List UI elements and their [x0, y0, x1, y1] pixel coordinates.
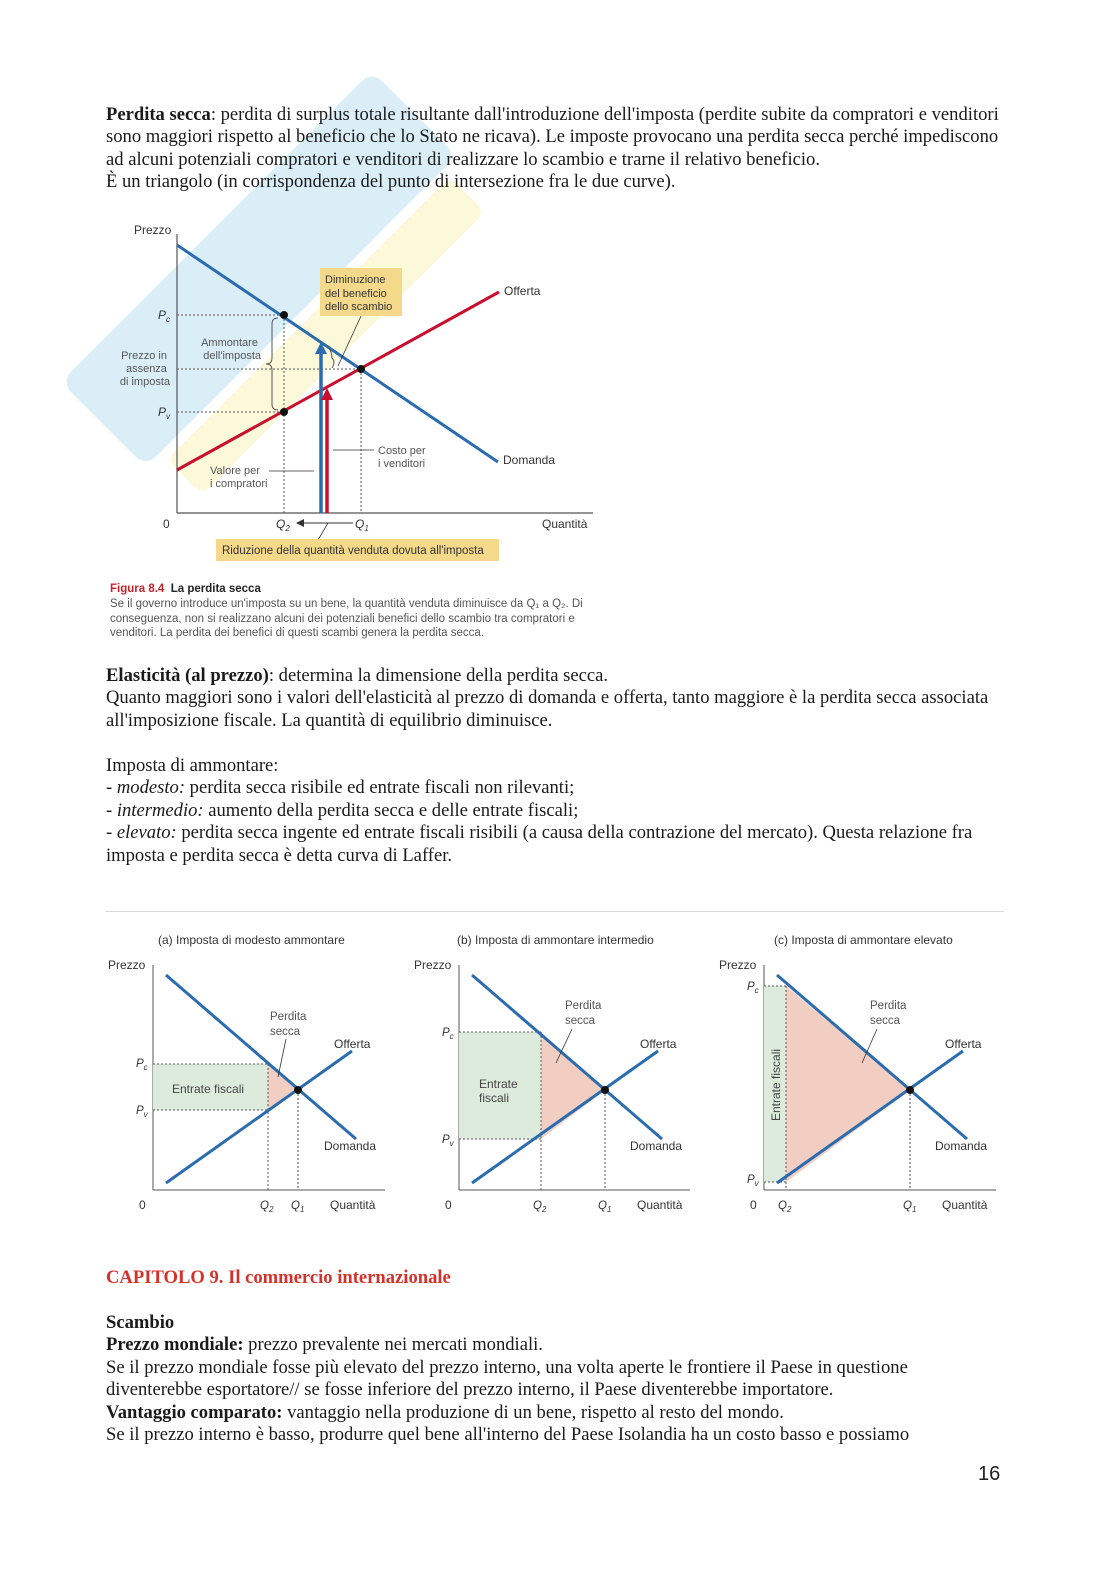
line-prezzo-interno: Se il prezzo interno è basso, produrre quel bene all'interno del Paese Isolandia ha un costo basso e possiamo — [106, 1424, 910, 1446]
x-axis-label: Quantità — [542, 517, 588, 531]
panel-b-domanda: Domanda — [630, 1139, 683, 1153]
panel-a-pv-label: $P_v$ — [136, 1105, 148, 1119]
demand-label: Domanda — [503, 453, 556, 467]
panel-b-q1-label: $Q_1$ — [598, 1200, 612, 1214]
line-triangolo: È un triangolo (in corrispondenza del punto di intersezione fra le due curve). — [106, 171, 676, 193]
panel-b-prezzo: Prezzo — [414, 958, 452, 972]
box-riduzione-text: Riduzione della quantità venduta dovuta all'imposta — [222, 545, 484, 557]
panel-c-entrate: Entrate fiscali — [769, 1048, 783, 1121]
panel-a-title: (a) Imposta di modesto ammontare — [158, 933, 345, 947]
item-intermedio-text: aumento della perdita secca e delle entrate fiscali; — [203, 799, 579, 821]
point-pv — [280, 408, 288, 416]
pc-label: $P_c$ — [158, 308, 171, 324]
panel-b-q2-label: $Q_2$ — [533, 1200, 547, 1214]
panel-c-domanda: Domanda — [935, 1139, 988, 1153]
panel-b-title: (b) Imposta di ammontare intermedio — [457, 933, 654, 947]
panel-b-offerta: Offerta — [640, 1037, 677, 1051]
paragraph-elasticita — [106, 665, 1006, 732]
prezzo-assenza-label: Prezzo in assenza di imposta — [119, 350, 170, 388]
term-vantaggio-comparato: Vantaggio comparato: — [106, 1401, 283, 1423]
item1-dash: - — [106, 777, 117, 799]
panel-c-perdita: Perdita secca — [870, 1000, 907, 1027]
heading-scambio: Scambio — [106, 1312, 175, 1333]
point-equilibrium — [357, 365, 365, 373]
panel-a-equilibrium — [294, 1086, 302, 1094]
panel-b-pc-label: $P_c$ — [442, 1027, 454, 1041]
supply-curve — [177, 292, 499, 470]
item2-dash: - — [106, 799, 117, 821]
panel-a-perdita-leader — [278, 1039, 286, 1077]
panel-c-origin: 0 — [750, 1198, 757, 1212]
panel-c-pc-label: $P_c$ — [747, 981, 759, 995]
panel-c-prezzo: Prezzo — [719, 958, 757, 972]
panel-a-offerta: Offerta — [334, 1037, 371, 1051]
box-diminuzione-text: Diminuzione del beneficio dello scambio — [325, 274, 393, 313]
origin-label: 0 — [163, 517, 170, 531]
panel-c-q1-label: $Q_1$ — [903, 1200, 917, 1214]
panel-a-prezzo: Prezzo — [108, 958, 146, 972]
panel-b-deadweight-area — [541, 1032, 605, 1139]
supply-label: Offerta — [504, 284, 541, 298]
item3-dash: - — [106, 822, 117, 844]
term-perdita-secca: Perdita secca — [106, 104, 211, 125]
panel-c-title: (c) Imposta di ammontare elevato — [774, 933, 953, 947]
paragraph-imposta-ammontare — [106, 755, 1006, 867]
panel-b-pv-label: $P_v$ — [442, 1134, 454, 1148]
term-elasticita: Elasticità (al prezzo) — [106, 665, 269, 686]
panel-a-entrate: Entrate fiscali — [172, 1082, 245, 1096]
caption-text: Se il governo introduce un'imposta su un bene, la quantità venduta diminuisce da Q₁ a Q₂. Di conseguenza, non si realizzano alcuni dei potenziali benefici dello scambio tra compratori e venditori. La perdita dei benefici di questi scambi genera la perdita secca. — [110, 597, 583, 640]
item-intermedio-term: intermedio: — [116, 799, 204, 821]
panel-c — [719, 933, 996, 1214]
definition-elasticita: : determina la dimensione della perdita secca. — [268, 665, 609, 686]
quantity-reduction-arrowhead — [296, 519, 304, 527]
item-elevato-term: elevato: — [116, 822, 177, 844]
page-number: 16 — [978, 1463, 1001, 1485]
caption-number: Figura 8.4 — [110, 583, 165, 595]
q1-label: $Q_1$ — [355, 517, 369, 533]
panel-a-q2-label: $Q_2$ — [260, 1200, 274, 1214]
valore-label: Valore per i compratori — [210, 465, 268, 490]
panel-b-quantita: Quantità — [637, 1198, 683, 1212]
callout-riduzione-leader — [318, 523, 328, 540]
y-axis-label: Prezzo — [134, 223, 172, 237]
definition-vantaggio-comparato: vantaggio nella produzione di un bene, rispetto al resto del mondo. — [282, 1401, 784, 1423]
item-elevato-text: perdita secca ingente ed entrate fiscali risibili (a causa della contrazione del mercato). Questa relazione fra imposta e perdita secca è detta curva di Laffer. — [106, 822, 973, 866]
panel-c-offerta: Offerta — [945, 1037, 982, 1051]
panel-a-origin: 0 — [139, 1198, 146, 1212]
panel-c-quantita: Quantità — [942, 1198, 988, 1212]
divider — [106, 911, 1004, 912]
line-prezzo-mondiale-detail: Se il prezzo mondiale fosse più elevato del prezzo interno, una volta aperte le frontiere il Paese in questione diventerebbe esportatore// se fosse inferiore del prezzo interno, il Paese diventerebbe importatore. — [106, 1356, 908, 1401]
costo-label: Costo per i venditori — [378, 445, 426, 470]
paragraph-perdita-secca — [106, 104, 1006, 194]
panel-a — [108, 933, 385, 1214]
panel-a-pc-label: $P_c$ — [136, 1058, 148, 1072]
panel-b-equilibrium — [601, 1086, 609, 1094]
imposta-intro: Imposta di ammontare: — [106, 755, 279, 776]
item-modesto-term: modesto: — [116, 777, 186, 799]
definition-prezzo-mondiale: prezzo prevalente nei mercati mondiali. — [243, 1334, 543, 1356]
panel-a-domanda: Domanda — [324, 1139, 377, 1153]
panel-b-origin: 0 — [445, 1198, 452, 1212]
figure-8-4-caption — [110, 582, 600, 641]
figure-8-4-chart — [106, 218, 606, 568]
panel-a-quantita: Quantità — [330, 1198, 376, 1212]
ammontare-label: Ammontare dell'imposta — [201, 337, 261, 362]
q2-label: $Q_2$ — [276, 517, 290, 533]
ammontare-brace — [266, 318, 278, 410]
caption-title: La perdita secca — [170, 583, 261, 595]
panel-a-perdita: Perdita secca — [270, 1011, 307, 1038]
panel-a-q1-label: $Q_1$ — [291, 1200, 305, 1214]
item-modesto-text: perdita secca risibile ed entrate fiscali non rilevanti; — [185, 777, 575, 799]
callout-diminuzione-leader — [338, 316, 361, 366]
panel-c-q2-label: $Q_2$ — [778, 1200, 792, 1214]
panel-c-equilibrium — [906, 1086, 914, 1094]
panel-b-perdita: Perdita secca — [565, 1000, 602, 1027]
line-elasticita-detail: Quanto maggiori sono i valori dell'elasticità al prezzo di domanda e offerta, tanto maggiore è la perdita secca associata all'imposizione fiscale. La quantità di equilibrio diminuisce. — [106, 687, 989, 731]
panel-c-pv-label: $P_v$ — [747, 1174, 759, 1188]
pv-label: $P_v$ — [158, 405, 171, 421]
term-prezzo-mondiale: Prezzo mondiale: — [106, 1334, 244, 1356]
chapter-heading: CAPITOLO 9. Il commercio internazionale — [106, 1267, 451, 1288]
panel-b — [414, 933, 690, 1214]
paragraph-scambio — [106, 1312, 1006, 1446]
definition-perdita-secca: : perdita di surplus totale risultante dall'introduzione dell'imposta (perdite subite da compratori e venditori sono maggiori rispetto al beneficio che lo Stato ne ricava). Le imposte provocano una perdita secca perché impediscono ad alcuni potenziali compratori e venditori di realizzare lo scambio e trarne il relativo beneficio. — [106, 104, 999, 170]
figure-tax-panels — [100, 925, 1010, 1225]
panel-b-entrate: Entrate fiscali — [479, 1077, 518, 1105]
point-pc — [280, 311, 288, 319]
